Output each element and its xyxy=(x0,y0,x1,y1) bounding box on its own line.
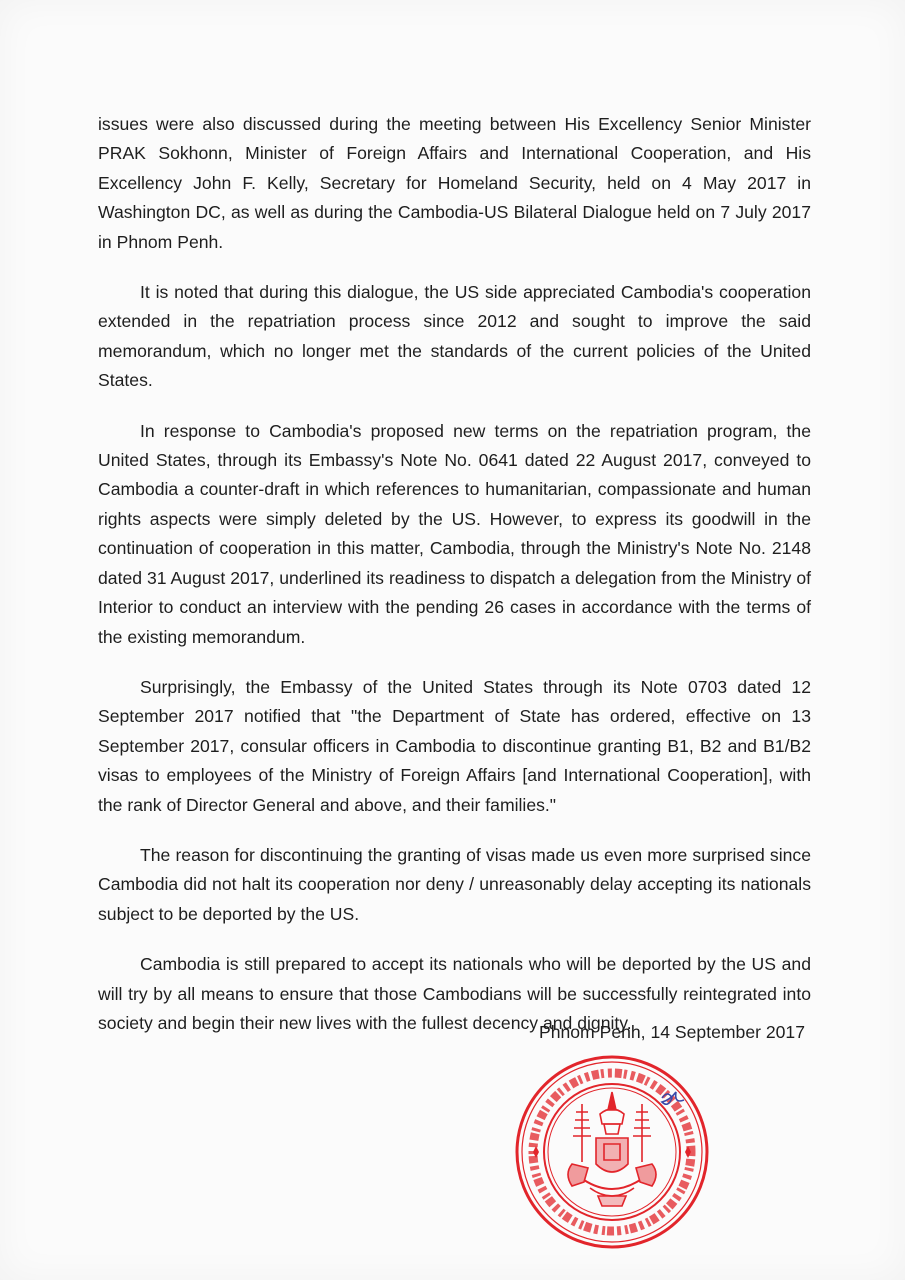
ministry-seal-icon xyxy=(512,1052,712,1252)
place-date: Phnom Penh, 14 September 2017 xyxy=(538,1022,805,1042)
paragraph-3: In response to Cambodia's proposed new terms on the repatriation program, the United States, through its Embassy's Note No. 0641 dated 22 August 2017, conveyed to Cambodia a counter-draft in which references to humanitarian, compassionate and human rights aspects were simply deleted by the US. However, to express its goodwill in the continuation of cooperation in this matter, Cambodia, through the Ministry's Note No. 2148 dated 31 August 2017, underlined its readiness to dispatch a delegation from the Ministry of Interior to conduct an interview with the pending 26 cases in accordance with the terms of the existing memorandum. xyxy=(98,420,811,647)
paragraph-6: Cambodia is still prepared to accept its nationals who will be deported by the US and will try by all means to ensure that those Cambodians will be successfully reintegrated into society and begin their new lives with the fullest decency and dignity. xyxy=(98,954,811,1033)
document-body xyxy=(98,110,811,1059)
paragraph-1: issues were also discussed during the meeting between His Excellency Senior Minister PRAK Sokhonn, Minister of Foreign Affairs and International Cooperation, and His Excellency John F. Kelly, Secretary for Homeland Security, held on 4 May 2017 in Washington DC, as well as during the Cambodia-US Bilateral Dialogue held on 7 July 2017 in Phnom Penh. xyxy=(98,114,811,252)
paragraph-2: It is noted that during this dialogue, the US side appreciated Cambodia's cooperation extended in the repatriation process since 2012 and sought to improve the said memorandum, which no longer met the standards of the current policies of the United States. xyxy=(98,282,811,391)
paragraph-4: Surprisingly, the Embassy of the United States through its Note 0703 dated 12 September 2017 notified that "the Department of State has ordered, effective on 13 September 2017, consular officers in Cambodia to discontinue granting B1, B2 and B1/B2 visas to employees of the Ministry of Foreign Affairs [and International Cooperation], with the rank of Director General and above, and their families." xyxy=(98,676,811,815)
paragraph-5: The reason for discontinuing the granting of visas made us even more surprised since Cambodia did not halt its cooperation nor deny / unreasonably delay accepting its nationals subject to be deported by the US. xyxy=(98,844,811,924)
